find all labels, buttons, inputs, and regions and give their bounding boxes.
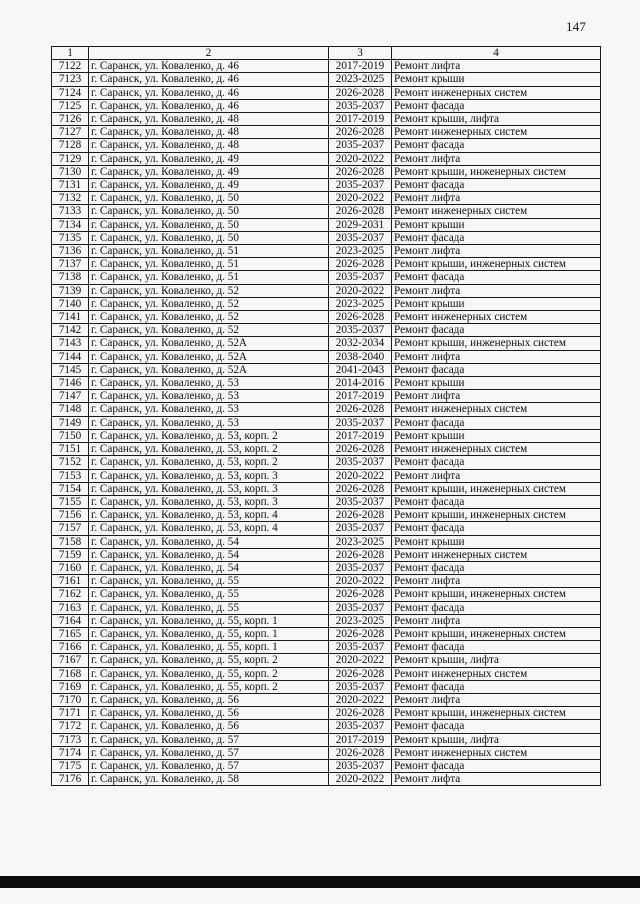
cell-work-type: Ремонт инженерных систем (392, 746, 601, 759)
cell-period: 2032-2034 (329, 337, 392, 350)
cell-work-type: Ремонт фасада (392, 231, 601, 244)
cell-work-type: Ремонт фасада (392, 139, 601, 152)
cell-number: 7141 (52, 311, 89, 324)
table-row (52, 443, 601, 456)
cell-period: 2026-2028 (329, 165, 392, 178)
cell-period: 2035-2037 (329, 139, 392, 152)
scan-bottom-edge (0, 876, 640, 888)
table-row (52, 601, 601, 614)
cell-address: г. Саранск, ул. Коваленко, д. 53, корп. 2 (89, 443, 329, 456)
cell-address: г. Саранск, ул. Коваленко, д. 53 (89, 403, 329, 416)
cell-work-type: Ремонт крыши, инженерных систем (392, 482, 601, 495)
cell-address: г. Саранск, ул. Коваленко, д. 54 (89, 548, 329, 561)
cell-address: г. Саранск, ул. Коваленко, д. 53, корп. 3 (89, 469, 329, 482)
repair-schedule-table (51, 46, 601, 786)
cell-number: 7168 (52, 667, 89, 680)
cell-period: 2026-2028 (329, 126, 392, 139)
page-number: 147 (566, 19, 587, 34)
cell-period: 2035-2037 (329, 179, 392, 192)
cell-work-type: Ремонт фасада (392, 99, 601, 112)
table-row (52, 311, 601, 324)
cell-number: 7130 (52, 165, 89, 178)
cell-address: г. Саранск, ул. Коваленко, д. 49 (89, 179, 329, 192)
cell-work-type: Ремонт фасада (392, 456, 601, 469)
cell-number: 7174 (52, 746, 89, 759)
cell-work-type: Ремонт крыши, инженерных систем (392, 707, 601, 720)
cell-number: 7132 (52, 192, 89, 205)
cell-address: г. Саранск, ул. Коваленко, д. 56 (89, 720, 329, 733)
cell-number: 7160 (52, 561, 89, 574)
table-row (52, 759, 601, 772)
table-row (52, 363, 601, 376)
cell-address: г. Саранск, ул. Коваленко, д. 46 (89, 60, 329, 73)
cell-address: г. Саранск, ул. Коваленко, д. 52А (89, 363, 329, 376)
cell-address: г. Саранск, ул. Коваленко, д. 55 (89, 575, 329, 588)
cell-address: г. Саранск, ул. Коваленко, д. 58 (89, 773, 329, 786)
cell-period: 2017-2019 (329, 733, 392, 746)
cell-period: 2026-2028 (329, 588, 392, 601)
cell-period: 2035-2037 (329, 99, 392, 112)
cell-number: 7142 (52, 324, 89, 337)
cell-work-type: Ремонт фасада (392, 179, 601, 192)
cell-period: 2035-2037 (329, 522, 392, 535)
table-row (52, 614, 601, 627)
table-row (52, 99, 601, 112)
cell-address: г. Саранск, ул. Коваленко, д. 55 (89, 588, 329, 601)
table-row (52, 390, 601, 403)
cell-number: 7151 (52, 443, 89, 456)
cell-number: 7148 (52, 403, 89, 416)
cell-number: 7137 (52, 258, 89, 271)
cell-address: г. Саранск, ул. Коваленко, д. 53 (89, 377, 329, 390)
cell-period: 2026-2028 (329, 548, 392, 561)
cell-period: 2023-2025 (329, 614, 392, 627)
table-row (52, 429, 601, 442)
table-row (52, 482, 601, 495)
cell-number: 7143 (52, 337, 89, 350)
cell-address: г. Саранск, ул. Коваленко, д. 55, корп. 2 (89, 654, 329, 667)
table-row (52, 179, 601, 192)
cell-work-type: Ремонт фасада (392, 324, 601, 337)
cell-address: г. Саранск, ул. Коваленко, д. 49 (89, 165, 329, 178)
cell-address: г. Саранск, ул. Коваленко, д. 54 (89, 535, 329, 548)
cell-number: 7173 (52, 733, 89, 746)
cell-period: 2023-2025 (329, 297, 392, 310)
table-row (52, 720, 601, 733)
cell-period: 2038-2040 (329, 350, 392, 363)
cell-work-type: Ремонт крыши (392, 73, 601, 86)
cell-period: 2035-2037 (329, 324, 392, 337)
cell-work-type: Ремонт фасада (392, 601, 601, 614)
cell-period: 2017-2019 (329, 390, 392, 403)
table-row (52, 746, 601, 759)
cell-work-type: Ремонт крыши (392, 377, 601, 390)
cell-number: 7131 (52, 179, 89, 192)
table-row (52, 733, 601, 746)
table-row (52, 469, 601, 482)
table-row (52, 231, 601, 244)
cell-address: г. Саранск, ул. Коваленко, д. 55, корп. 2 (89, 680, 329, 693)
cell-number: 7128 (52, 139, 89, 152)
table-row (52, 271, 601, 284)
cell-address: г. Саранск, ул. Коваленко, д. 57 (89, 759, 329, 772)
cell-work-type: Ремонт крыши, инженерных систем (392, 509, 601, 522)
cell-work-type: Ремонт крыши (392, 429, 601, 442)
table-row (52, 152, 601, 165)
cell-period: 2020-2022 (329, 192, 392, 205)
cell-number: 7161 (52, 575, 89, 588)
cell-number: 7155 (52, 495, 89, 508)
cell-work-type: Ремонт фасада (392, 680, 601, 693)
cell-number: 7149 (52, 416, 89, 429)
cell-address: г. Саранск, ул. Коваленко, д. 50 (89, 192, 329, 205)
cell-address: г. Саранск, ул. Коваленко, д. 53, корп. 2 (89, 429, 329, 442)
cell-address: г. Саранск, ул. Коваленко, д. 51 (89, 258, 329, 271)
cell-number: 7175 (52, 759, 89, 772)
table-row (52, 377, 601, 390)
cell-address: г. Саранск, ул. Коваленко, д. 55, корп. 1 (89, 627, 329, 640)
cell-address: г. Саранск, ул. Коваленко, д. 53, корп. 2 (89, 456, 329, 469)
table-row (52, 509, 601, 522)
cell-period: 2026-2028 (329, 258, 392, 271)
cell-work-type: Ремонт фасада (392, 271, 601, 284)
cell-number: 7166 (52, 641, 89, 654)
cell-work-type: Ремонт лифта (392, 390, 601, 403)
table-row (52, 561, 601, 574)
cell-address: г. Саранск, ул. Коваленко, д. 53, корп. 4 (89, 509, 329, 522)
cell-period: 2041-2043 (329, 363, 392, 376)
cell-number: 7164 (52, 614, 89, 627)
cell-number: 7170 (52, 693, 89, 706)
table-row (52, 707, 601, 720)
cell-work-type: Ремонт лифта (392, 284, 601, 297)
table-row (52, 522, 601, 535)
cell-number: 7146 (52, 377, 89, 390)
cell-number: 7163 (52, 601, 89, 614)
cell-work-type: Ремонт инженерных систем (392, 126, 601, 139)
cell-work-type: Ремонт лифта (392, 192, 601, 205)
cell-work-type: Ремонт фасада (392, 641, 601, 654)
cell-period: 2017-2019 (329, 60, 392, 73)
cell-address: г. Саранск, ул. Коваленко, д. 48 (89, 139, 329, 152)
cell-period: 2020-2022 (329, 575, 392, 588)
cell-address: г. Саранск, ул. Коваленко, д. 56 (89, 693, 329, 706)
cell-work-type: Ремонт инженерных систем (392, 205, 601, 218)
cell-work-type: Ремонт лифта (392, 469, 601, 482)
cell-period: 2020-2022 (329, 284, 392, 297)
cell-period: 2026-2028 (329, 509, 392, 522)
cell-number: 7144 (52, 350, 89, 363)
cell-work-type: Ремонт крыши, лифта (392, 654, 601, 667)
column-header-period: 3 (329, 47, 392, 60)
cell-work-type: Ремонт лифта (392, 614, 601, 627)
cell-address: г. Саранск, ул. Коваленко, д. 55, корп. 1 (89, 614, 329, 627)
table-row (52, 403, 601, 416)
cell-number: 7157 (52, 522, 89, 535)
cell-address: г. Саранск, ул. Коваленко, д. 57 (89, 746, 329, 759)
cell-number: 7123 (52, 73, 89, 86)
cell-work-type: Ремонт крыши, инженерных систем (392, 165, 601, 178)
cell-number: 7147 (52, 390, 89, 403)
cell-address: г. Саранск, ул. Коваленко, д. 52 (89, 324, 329, 337)
column-header-work-type: 4 (392, 47, 601, 60)
cell-number: 7176 (52, 773, 89, 786)
cell-work-type: Ремонт крыши, инженерных систем (392, 627, 601, 640)
cell-period: 2035-2037 (329, 759, 392, 772)
table-row (52, 575, 601, 588)
cell-period: 2020-2022 (329, 773, 392, 786)
cell-period: 2035-2037 (329, 416, 392, 429)
cell-address: г. Саранск, ул. Коваленко, д. 52 (89, 297, 329, 310)
cell-address: г. Саранск, ул. Коваленко, д. 48 (89, 126, 329, 139)
cell-number: 7165 (52, 627, 89, 640)
table-row (52, 284, 601, 297)
cell-number: 7171 (52, 707, 89, 720)
table-row (52, 245, 601, 258)
cell-number: 7162 (52, 588, 89, 601)
cell-address: г. Саранск, ул. Коваленко, д. 46 (89, 73, 329, 86)
cell-work-type: Ремонт инженерных систем (392, 667, 601, 680)
cell-address: г. Саранск, ул. Коваленко, д. 55 (89, 601, 329, 614)
table-row (52, 139, 601, 152)
cell-address: г. Саранск, ул. Коваленко, д. 50 (89, 218, 329, 231)
cell-period: 2026-2028 (329, 667, 392, 680)
cell-period: 2020-2022 (329, 152, 392, 165)
cell-period: 2026-2028 (329, 403, 392, 416)
table-row (52, 73, 601, 86)
cell-period: 2026-2028 (329, 627, 392, 640)
cell-work-type: Ремонт лифта (392, 350, 601, 363)
table-row (52, 337, 601, 350)
cell-period: 2026-2028 (329, 205, 392, 218)
cell-address: г. Саранск, ул. Коваленко, д. 55, корп. 1 (89, 641, 329, 654)
cell-work-type: Ремонт фасада (392, 495, 601, 508)
table-row (52, 192, 601, 205)
table-row (52, 297, 601, 310)
cell-number: 7136 (52, 245, 89, 258)
cell-work-type: Ремонт лифта (392, 575, 601, 588)
cell-address: г. Саранск, ул. Коваленко, д. 46 (89, 86, 329, 99)
table-row (52, 456, 601, 469)
cell-number: 7153 (52, 469, 89, 482)
table-row (52, 654, 601, 667)
table-row (52, 641, 601, 654)
cell-number: 7152 (52, 456, 89, 469)
cell-number: 7129 (52, 152, 89, 165)
cell-address: г. Саранск, ул. Коваленко, д. 48 (89, 113, 329, 126)
cell-period: 2026-2028 (329, 707, 392, 720)
cell-work-type: Ремонт инженерных систем (392, 86, 601, 99)
cell-address: г. Саранск, ул. Коваленко, д. 52А (89, 350, 329, 363)
cell-address: г. Саранск, ул. Коваленко, д. 53 (89, 390, 329, 403)
cell-work-type: Ремонт лифта (392, 773, 601, 786)
cell-period: 2023-2025 (329, 245, 392, 258)
cell-address: г. Саранск, ул. Коваленко, д. 56 (89, 707, 329, 720)
cell-number: 7122 (52, 60, 89, 73)
table-row (52, 218, 601, 231)
cell-number: 7167 (52, 654, 89, 667)
cell-address: г. Саранск, ул. Коваленко, д. 53, корп. 3 (89, 495, 329, 508)
cell-number: 7169 (52, 680, 89, 693)
cell-work-type: Ремонт крыши, инженерных систем (392, 337, 601, 350)
cell-work-type: Ремонт лифта (392, 245, 601, 258)
table-row (52, 165, 601, 178)
table-row (52, 773, 601, 786)
cell-number: 7159 (52, 548, 89, 561)
table-row (52, 495, 601, 508)
table-row (52, 667, 601, 680)
cell-work-type: Ремонт инженерных систем (392, 443, 601, 456)
cell-work-type: Ремонт крыши, лифта (392, 733, 601, 746)
cell-work-type: Ремонт крыши, инженерных систем (392, 258, 601, 271)
cell-number: 7124 (52, 86, 89, 99)
cell-address: г. Саранск, ул. Коваленко, д. 54 (89, 561, 329, 574)
cell-work-type: Ремонт инженерных систем (392, 403, 601, 416)
cell-period: 2035-2037 (329, 601, 392, 614)
cell-period: 2035-2037 (329, 680, 392, 693)
cell-number: 7126 (52, 113, 89, 126)
cell-period: 2035-2037 (329, 561, 392, 574)
cell-period: 2029-2031 (329, 218, 392, 231)
cell-period: 2023-2025 (329, 73, 392, 86)
cell-address: г. Саранск, ул. Коваленко, д. 50 (89, 231, 329, 244)
cell-number: 7156 (52, 509, 89, 522)
table-row (52, 350, 601, 363)
cell-period: 2026-2028 (329, 311, 392, 324)
cell-work-type: Ремонт фасада (392, 561, 601, 574)
table-row (52, 60, 601, 73)
table-row (52, 588, 601, 601)
cell-period: 2026-2028 (329, 443, 392, 456)
cell-address: г. Саранск, ул. Коваленко, д. 55, корп. 2 (89, 667, 329, 680)
column-header-address: 2 (89, 47, 329, 60)
cell-period: 2020-2022 (329, 469, 392, 482)
cell-address: г. Саранск, ул. Коваленко, д. 53, корп. 4 (89, 522, 329, 535)
table-row (52, 416, 601, 429)
cell-period: 2035-2037 (329, 231, 392, 244)
cell-number: 7150 (52, 429, 89, 442)
table-row (52, 126, 601, 139)
cell-address: г. Саранск, ул. Коваленко, д. 52 (89, 284, 329, 297)
table-row (52, 627, 601, 640)
cell-number: 7145 (52, 363, 89, 376)
table-body (52, 60, 601, 786)
table-row (52, 680, 601, 693)
cell-number: 7133 (52, 205, 89, 218)
column-header-number: 1 (52, 47, 89, 60)
cell-work-type: Ремонт фасада (392, 720, 601, 733)
cell-work-type: Ремонт лифта (392, 693, 601, 706)
cell-number: 7135 (52, 231, 89, 244)
table-header-row (52, 47, 601, 60)
cell-number: 7158 (52, 535, 89, 548)
cell-work-type: Ремонт инженерных систем (392, 311, 601, 324)
cell-address: г. Саранск, ул. Коваленко, д. 51 (89, 245, 329, 258)
cell-period: 2035-2037 (329, 271, 392, 284)
cell-period: 2020-2022 (329, 654, 392, 667)
cell-period: 2020-2022 (329, 693, 392, 706)
table-row (52, 205, 601, 218)
cell-period: 2017-2019 (329, 429, 392, 442)
cell-number: 7140 (52, 297, 89, 310)
cell-work-type: Ремонт крыши (392, 218, 601, 231)
cell-number: 7125 (52, 99, 89, 112)
cell-number: 7139 (52, 284, 89, 297)
cell-address: г. Саранск, ул. Коваленко, д. 46 (89, 99, 329, 112)
cell-work-type: Ремонт крыши, лифта (392, 113, 601, 126)
cell-number: 7134 (52, 218, 89, 231)
cell-address: г. Саранск, ул. Коваленко, д. 53, корп. 3 (89, 482, 329, 495)
cell-work-type: Ремонт крыши (392, 297, 601, 310)
cell-work-type: Ремонт лифта (392, 60, 601, 73)
cell-period: 2035-2037 (329, 720, 392, 733)
cell-work-type: Ремонт фасада (392, 363, 601, 376)
cell-number: 7154 (52, 482, 89, 495)
cell-work-type: Ремонт фасада (392, 759, 601, 772)
cell-number: 7127 (52, 126, 89, 139)
cell-address: г. Саранск, ул. Коваленко, д. 52 (89, 311, 329, 324)
cell-address: г. Саранск, ул. Коваленко, д. 50 (89, 205, 329, 218)
table-row (52, 548, 601, 561)
cell-period: 2014-2016 (329, 377, 392, 390)
cell-number: 7172 (52, 720, 89, 733)
cell-address: г. Саранск, ул. Коваленко, д. 52А (89, 337, 329, 350)
cell-period: 2026-2028 (329, 746, 392, 759)
cell-address: г. Саранск, ул. Коваленко, д. 49 (89, 152, 329, 165)
table-row (52, 113, 601, 126)
cell-work-type: Ремонт фасада (392, 522, 601, 535)
cell-work-type: Ремонт лифта (392, 152, 601, 165)
cell-number: 7138 (52, 271, 89, 284)
table-row (52, 258, 601, 271)
cell-address: г. Саранск, ул. Коваленко, д. 53 (89, 416, 329, 429)
table-row (52, 535, 601, 548)
cell-work-type: Ремонт крыши, инженерных систем (392, 588, 601, 601)
cell-work-type: Ремонт инженерных систем (392, 548, 601, 561)
cell-period: 2035-2037 (329, 641, 392, 654)
table-row (52, 693, 601, 706)
cell-work-type: Ремонт крыши (392, 535, 601, 548)
cell-period: 2023-2025 (329, 535, 392, 548)
cell-period: 2017-2019 (329, 113, 392, 126)
table-row (52, 86, 601, 99)
cell-period: 2035-2037 (329, 495, 392, 508)
cell-period: 2035-2037 (329, 456, 392, 469)
cell-period: 2026-2028 (329, 482, 392, 495)
cell-address: г. Саранск, ул. Коваленко, д. 57 (89, 733, 329, 746)
cell-period: 2026-2028 (329, 86, 392, 99)
cell-address: г. Саранск, ул. Коваленко, д. 51 (89, 271, 329, 284)
table-row (52, 324, 601, 337)
cell-work-type: Ремонт фасада (392, 416, 601, 429)
